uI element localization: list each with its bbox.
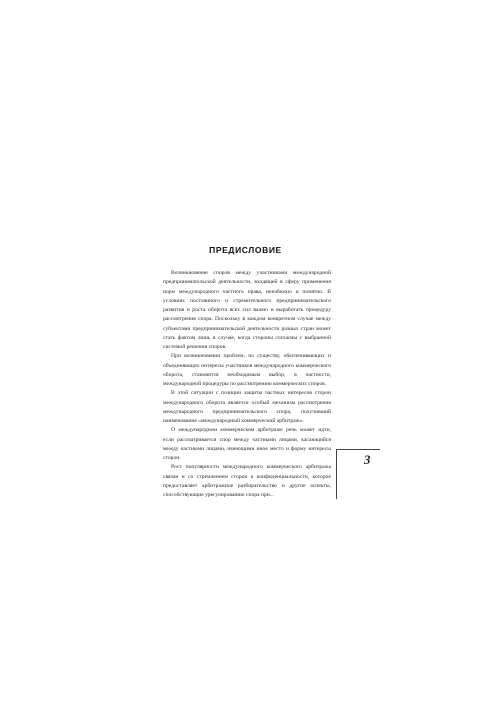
paragraph: При возникновении проблем, по существу, обеспечивающих и объединяющих интересы участников международного коммерческого оборота, становится необходимым выбор, в частности, международной процедуры по рассмотрению коммерческих споров. bbox=[163, 353, 331, 387]
body-text bbox=[163, 269, 331, 500]
page-number: 3 bbox=[364, 452, 371, 467]
page-number-rule-horizontal bbox=[336, 449, 380, 450]
paragraph: О международном коммерческом арбитраже речь может идти, если рассматривается спор между частными лицами, касающийся между частными лицами, имеющими иное место и форму интересы сторон. bbox=[163, 427, 331, 461]
paragraph: Рост популярности международного коммерческого арбитража связан и со стремлением сторон к конфиденциальности, которое предоставляет арбитражное разбирательство и другие аспекты, способствующие урегулированию спора при... bbox=[163, 464, 331, 498]
page-title: ПРЕДИСЛОВИЕ bbox=[209, 245, 282, 255]
paragraph: Возникновение споров между участниками международной предпринимательской деятельности, входящей в сферу применения норм международного частного права, неизбежно и понятно. В условиях постоянного и стремительного предпринимательского развития и роста оборота всех сил важно и выработать процедуру рассмотрения спора. Поскольку в каждом конкретном случае между субъектами предпринимательской деятельности разных стран может стать фактом лишь в случае, когда стороны согласны с выбранной системой решения споров. bbox=[163, 270, 331, 350]
paragraph: В этой ситуации с позиции защиты частных интересов сторон международного оборота является особый механизм рассмотрения международного предпринимательского спора, получивший наименование «международный коммерческий арбитраж». bbox=[163, 390, 331, 424]
page-number-rule-vertical bbox=[336, 449, 337, 499]
